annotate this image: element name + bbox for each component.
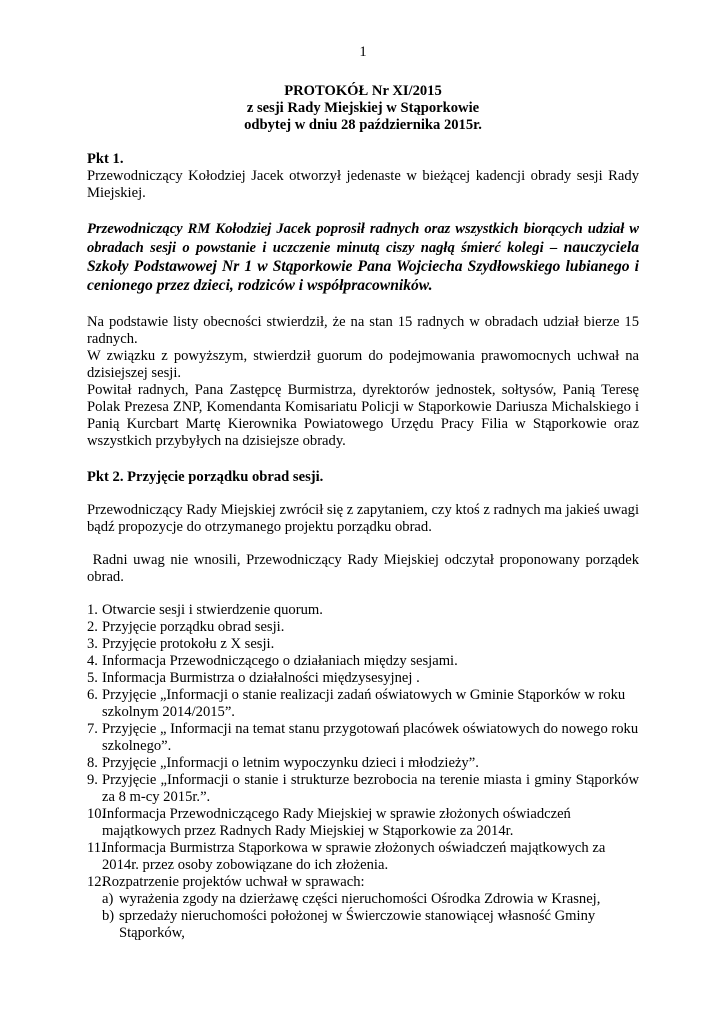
agenda-item-text: Przyjęcie „ Informacji na temat stanu przygotowań placówek oświatowych do nowego roku szkolnego”. — [102, 721, 639, 754]
pkt1-tribute-paragraph — [87, 221, 639, 295]
agenda-sublist — [87, 891, 639, 942]
agenda-item — [87, 721, 639, 755]
agenda-item-text: Przyjęcie „Informacji o stanie i strukturze bezrobocia na terenie miasta i gminy Stąporków za 8 m-cy 2015r.”. — [102, 772, 639, 805]
agenda-item-text: Przyjęcie porządku obrad sesji. — [102, 619, 285, 635]
agenda-item-number: 9. — [87, 772, 98, 788]
agenda-item — [87, 619, 639, 636]
agenda-item-number: 10. — [87, 806, 106, 822]
pkt2-heading: Pkt 2. Przyjęcie porządku obrad sesji. — [87, 469, 324, 485]
agenda-item — [87, 772, 639, 806]
agenda-item-text: Informacja Burmistrza Stąporkowa w sprawie złożonych oświadczeń majątkowych za 2014r. przez osoby zobowiązane do ich złożenia. — [102, 840, 606, 873]
agenda-item-number: 3. — [87, 636, 98, 652]
tribute-text-part2: nauczyciela Szkoły Podstawowej Nr 1 w Stąporkowie Pana Wojciecha Szydłowskiego lubianego i cenionego przez dzieci, rodziców i współpracowników. — [87, 239, 639, 294]
agenda-item-text: Rozpatrzenie projektów uchwał w sprawach: — [102, 874, 365, 890]
tribute-text-part1: Przewodniczący RM Kołodziej Jacek poprosił radnych oraz wszystkich biorących udział w obradach sesji o powstanie i uczczenie minutą ciszy nagłą śmierć kolegi – — [87, 221, 639, 256]
agenda-subitem-letter: b) — [102, 908, 115, 924]
agenda-item-text: Przyjęcie „Informacji o letnim wypoczynku dzieci i młodzieży”. — [102, 755, 479, 771]
agenda-subitem-text: sprzedaży nieruchomości położonej w Świerczowie stanowiącej własność Gminy Stąporków, — [119, 908, 596, 941]
agenda-item — [87, 755, 639, 772]
agenda-subitem — [102, 891, 639, 908]
agenda-item-text: Przyjęcie „Informacji o stanie realizacji zadań oświatowych w Gminie Stąporków w roku szkolnym 2014/2015”. — [102, 687, 626, 720]
agenda-item — [87, 687, 639, 721]
agenda-item-number: 1. — [87, 602, 98, 618]
agenda-item-number: 12. — [87, 874, 106, 890]
agenda-item — [87, 602, 639, 619]
protocol-title: PROTOKÓŁ Nr XI/2015 — [284, 83, 442, 99]
pkt2-question-paragraph: Przewodniczący Rady Miejskiej zwrócił się z zapytaniem, czy ktoś z radnych ma jakieś uwagi bądź propozycje do otrzymanego projektu porządku obrad. — [87, 502, 639, 535]
protocol-date: odbytej w dniu 28 października 2015r. — [244, 117, 482, 133]
agenda-subitem — [102, 908, 639, 942]
agenda-item-text: Informacja Burmistrza o działalności międzysesyjnej . — [102, 670, 420, 686]
agenda-item-number: 7. — [87, 721, 98, 737]
agenda-subitem-text: wyrażenia zgody na dzierżawę części nieruchomości Ośrodka Zdrowia w Krasnej, — [119, 891, 601, 907]
agenda-item — [87, 636, 639, 653]
pkt1-opening-paragraph: Przewodniczący Kołodziej Jacek otworzył jedenaste w bieżącej kadencji obrady sesji Rady Miejskiej. — [87, 168, 639, 201]
agenda-item-number: 5. — [87, 670, 98, 686]
protocol-subtitle: z sesji Rady Miejskiej w Stąporkowie — [246, 100, 480, 116]
protocol-header — [87, 83, 639, 134]
pkt2-reading-paragraph: Radni uwag nie wnosili, Przewodniczący Rady Miejskiej odczytał proponowany porządek obrad. — [87, 552, 643, 585]
agenda-subitem-letter: a) — [102, 891, 114, 907]
agenda-item-number: 4. — [87, 653, 98, 669]
agenda-item — [87, 806, 639, 840]
agenda-list — [87, 602, 639, 891]
pkt1-attendance-paragraph: Na podstawie listy obecności stwierdził, że na stan 15 radnych w obradach udział bierze 15 radnych. — [87, 314, 639, 347]
agenda-item — [87, 653, 639, 670]
section-pkt1 — [87, 151, 639, 450]
agenda-item-number: 8. — [87, 755, 98, 771]
agenda-item — [87, 670, 639, 687]
pkt1-quorum-paragraph: W związku z powyższym, stwierdził guorum do podejmowania prawomocnych uchwał na dzisiejszej sesji. — [87, 348, 639, 381]
agenda-item-text: Otwarcie sesji i stwierdzenie quorum. — [102, 602, 323, 618]
agenda-item-number: 11. — [87, 840, 105, 856]
page-number: 1 — [359, 44, 367, 60]
agenda-item-text: Informacja Przewodniczącego o działaniach między sesjami. — [102, 653, 458, 669]
agenda-item-number: 6. — [87, 687, 98, 703]
agenda-item-text: Przyjęcie protokołu z X sesji. — [102, 636, 275, 652]
agenda-item-number: 2. — [87, 619, 98, 635]
agenda-item — [87, 874, 639, 891]
agenda-item-text: Informacja Przewodniczącego Rady Miejskiej w sprawie złożonych oświadczeń majątkowych przez Radnych Rady Miejskiej w Stąporkowie za 2014r. — [102, 806, 571, 839]
agenda-item — [87, 840, 639, 874]
pkt1-welcome-paragraph: Powitał radnych, Pana Zastępcę Burmistrza, dyrektorów jednostek, sołtysów, Panią Teresę Polak Prezesa ZNP, Komendanta Komisariatu Policji w Stąporkowie Dariusza Michalskiego i Panią Kurcbart Martę Kierownika Powiatowego Urzędu Pracy Filia w Stąporkowie oraz wszystkich przybyłych na dzisiejsze obrady. — [87, 382, 639, 449]
section-pkt2 — [87, 469, 643, 942]
pkt1-heading: Pkt 1. — [87, 151, 124, 167]
